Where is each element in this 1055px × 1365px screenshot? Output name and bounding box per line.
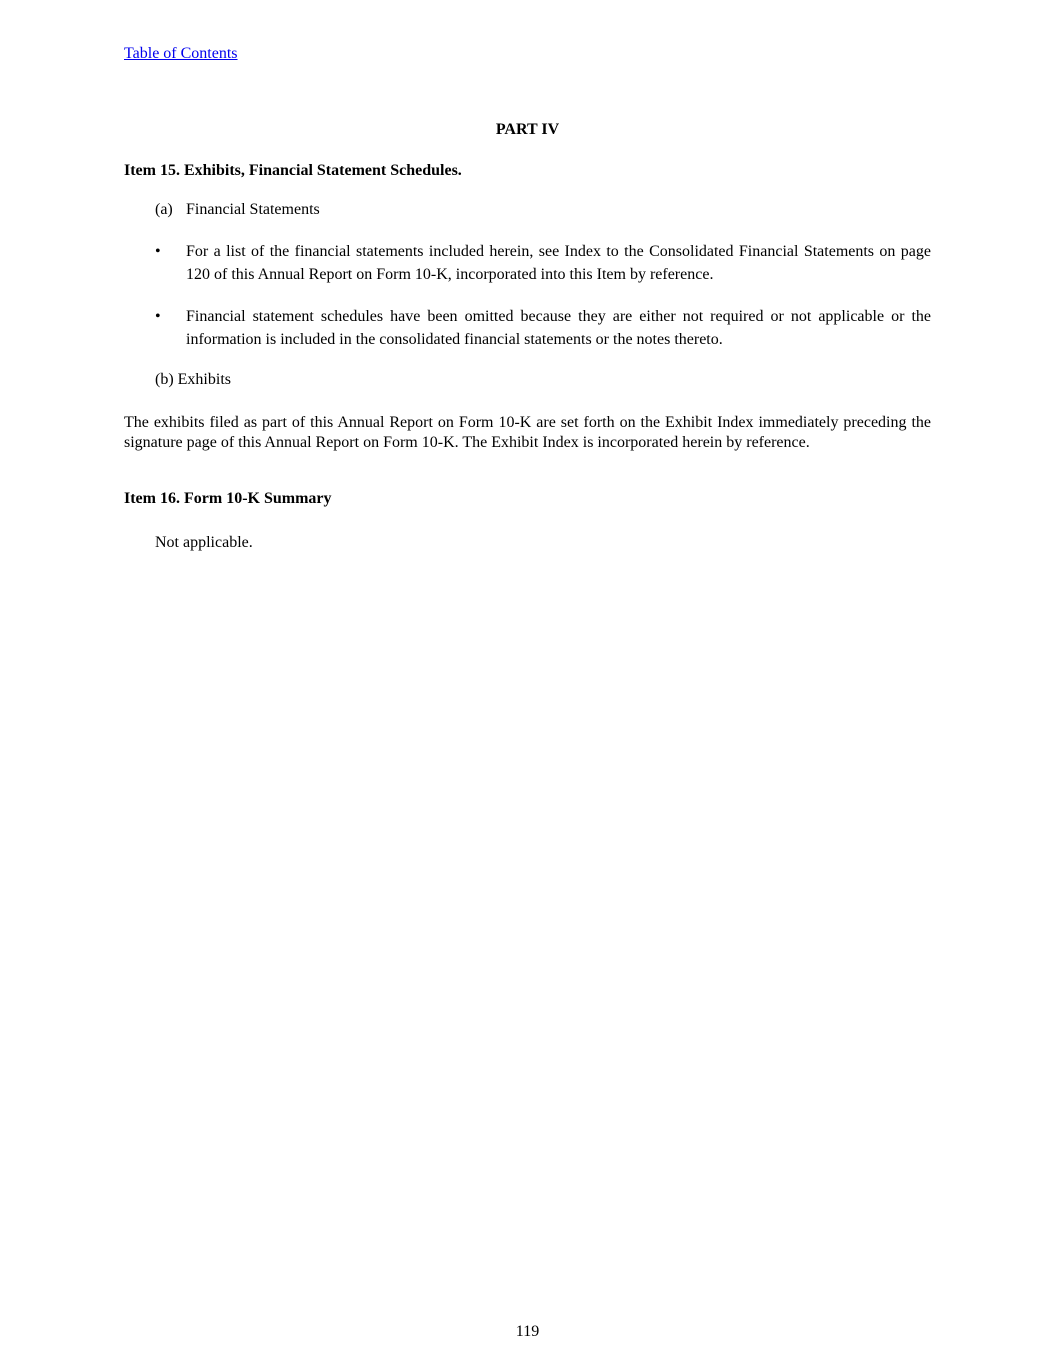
bullet-icon: •	[155, 243, 161, 260]
item-15-heading: Item 15. Exhibits, Financial Statement Schedules.	[124, 162, 462, 179]
subsection-a-text: Financial Statements	[186, 201, 320, 218]
page-number: 119	[515, 1323, 540, 1340]
exhibits-paragraph: The exhibits filed as part of this Annual Report on Form 10-K are set forth on the Exhibit Index immediately preceding the signature page of this Annual Report on Form 10-K. The Exhibit Index is incorporated herein by reference.	[124, 414, 931, 451]
bullet-icon: •	[155, 308, 161, 325]
item-16-body: Not applicable.	[155, 534, 253, 551]
table-of-contents-link[interactable]: Table of Contents	[124, 45, 238, 62]
item-16-heading: Item 16. Form 10-K Summary	[124, 490, 332, 507]
subsection-b-label: (b) Exhibits	[155, 371, 231, 388]
bullet-text: For a list of the financial statements included herein, see Index to the Consolidated Financial Statements on page 120 of this Annual Report on Form 10-K, incorporated into this Item by reference.	[186, 243, 931, 283]
bullet-item	[155, 240, 931, 286]
part-title: PART IV	[495, 121, 560, 138]
bullet-item	[155, 305, 931, 351]
subsection-a-marker: (a)	[155, 201, 173, 218]
subsection-a-label	[155, 200, 320, 220]
bullet-text: Financial statement schedules have been omitted because they are either not required or not applicable or the information is included in the consolidated financial statements or the notes thereto.	[186, 308, 931, 348]
